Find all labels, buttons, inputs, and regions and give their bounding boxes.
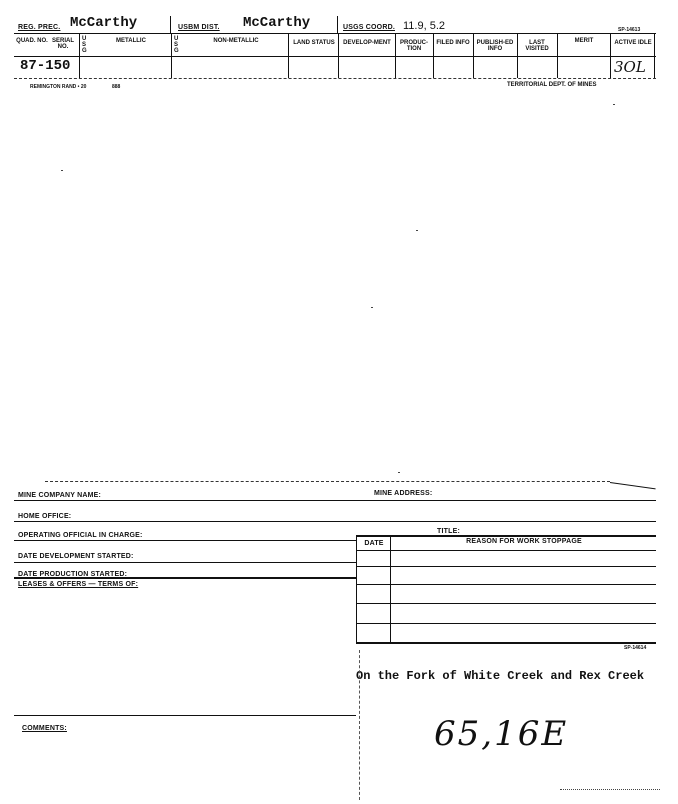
date-column-header: DATE — [364, 540, 384, 547]
col-metallic: METALLIC — [116, 38, 146, 44]
reason-column-header: REASON FOR WORK STOPPAGE — [466, 538, 582, 545]
speck — [416, 230, 418, 231]
col-quad-no: QUAD. NO. — [16, 38, 48, 44]
usgs-coord-value: 11.9, 5.2 — [403, 20, 445, 32]
speck — [61, 170, 63, 171]
col-published-info: PUBLISH-ED INFO — [476, 40, 514, 52]
speck — [398, 472, 400, 473]
line — [14, 562, 356, 563]
col-filed-info: FILED INFO — [436, 40, 470, 46]
column-header-divider — [14, 56, 656, 57]
table-row-line — [356, 623, 656, 624]
scan-mark — [560, 789, 660, 790]
card-bottom-edge — [14, 78, 656, 79]
home-office-label: HOME OFFICE: — [18, 513, 72, 520]
table-row-line — [356, 584, 656, 585]
reg-prec-label: REG. PREC. — [18, 24, 61, 31]
col-production: PRODUC-TION — [400, 40, 428, 52]
header-sep-2 — [337, 16, 338, 34]
col-serial-no: SERIAL NO. — [51, 38, 74, 50]
col-merit: MERIT — [574, 38, 594, 44]
stoppage-table-top — [356, 535, 656, 537]
line — [14, 540, 356, 541]
date-development-label: DATE DEVELOPMENT STARTED: — [18, 553, 134, 560]
mine-address-label: MINE ADDRESS: — [374, 490, 433, 497]
comments-divider — [359, 650, 360, 800]
comments-label: COMMENTS: — [22, 725, 67, 732]
table-col-sep — [390, 535, 391, 643]
printer-imprint: REMINGTON RAND • 20 — [30, 84, 87, 90]
line — [14, 500, 656, 501]
comments-top-line — [14, 715, 356, 716]
form-number: SP-14613 — [618, 27, 641, 33]
col-usg-1: U S G — [82, 36, 87, 54]
card-top-edge — [45, 481, 610, 482]
col-active-idle: ACTIVE IDLE — [614, 40, 652, 46]
col-last-visited: LAST VISITED — [525, 40, 549, 52]
handwritten-annotation: 65,16E — [434, 714, 569, 754]
title-label: TITLE: — [437, 528, 460, 535]
location-note: On the Fork of White Creek and Rex Creek — [356, 669, 645, 683]
col-land-status: LAND STATUS — [293, 40, 335, 46]
header-sep-1 — [170, 16, 171, 34]
col-non-metallic: NON-METALLIC — [213, 38, 259, 44]
line — [14, 521, 656, 522]
mine-company-name-label: MINE COMPANY NAME: — [18, 492, 102, 499]
date-production-label: DATE PRODUCTION STARTED: — [18, 571, 128, 578]
col-usg-2: U S G — [174, 36, 179, 54]
line — [14, 577, 356, 579]
department-imprint: TERRITORIAL DEPT. OF MINES — [507, 82, 597, 88]
table-bottom — [356, 642, 656, 644]
reg-prec-value: McCarthy — [70, 15, 138, 31]
table-row-line — [356, 603, 656, 604]
leases-offers-label: LEASES & OFFERS — TERMS OF: — [18, 581, 139, 588]
printer-code: 888 — [112, 84, 121, 90]
speck — [613, 104, 615, 105]
table-row-line — [356, 550, 656, 551]
form-number-2: SP-14614 — [624, 645, 647, 651]
usbm-dist-label: USBM DIST. — [178, 24, 220, 31]
quad-serial-value: 87-150 — [20, 58, 71, 74]
usgs-coord-label: USGS COORD. — [343, 24, 395, 31]
table-left-edge — [356, 535, 357, 643]
header-divider — [14, 33, 656, 34]
active-idle-value: 3OL — [614, 58, 646, 76]
speck — [371, 307, 373, 308]
card-corner-edge — [610, 482, 656, 489]
col-development: DEVELOP-MENT — [343, 40, 391, 46]
operating-official-label: OPERATING OFFICIAL IN CHARGE: — [18, 532, 143, 539]
table-row-line — [356, 566, 656, 567]
usbm-dist-value: McCarthy — [243, 15, 311, 31]
